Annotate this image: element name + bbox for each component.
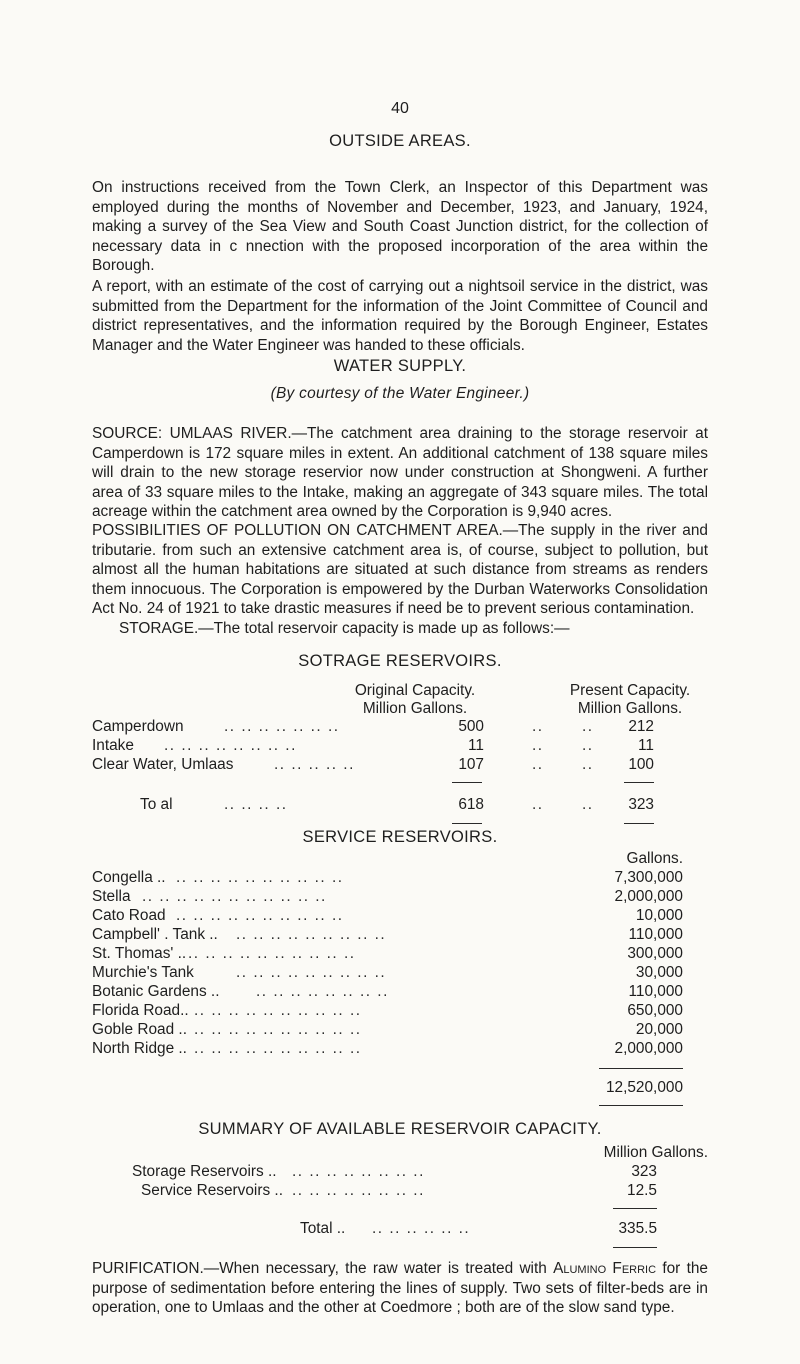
service-row-leader: .. .. .. .. .. .. .. .. (256, 983, 389, 1000)
storage-row-leader: .. .. .. .. .. .. .. (224, 718, 340, 735)
water-engineer-credit: (By courtesy of the Water Engineer.) (270, 385, 530, 402)
service-row-name: Stella (92, 888, 131, 905)
service-unit-header: Gallons. (626, 850, 683, 867)
storage-row-present: 11 (638, 737, 654, 754)
purification-paragraph (92, 1259, 708, 1318)
summary-total-label: Total .. (300, 1220, 346, 1237)
storage-row-mid-leader: .. (532, 718, 544, 735)
summary-row-value: 12.5 (627, 1182, 657, 1199)
summary-row-name: Service Reservoirs .. (141, 1182, 283, 1199)
summary-total-value: 335.5 (618, 1220, 657, 1237)
present-capacity-unit: Million Gallons. (577, 700, 683, 717)
service-row-leader: .. .. .. .. .. .. .. .. .. (236, 926, 387, 943)
service-row-name: Murchie's Tank (92, 964, 194, 981)
present-capacity-header: Present Capacity. (569, 682, 691, 699)
service-total-rule (599, 1105, 683, 1106)
service-total: 12,520,000 (605, 1079, 683, 1096)
outside-areas-paragraph-2: A report, with an estimate of the cost of carrying out a nightsoil service in the district, was submitted from the Department for the information of the Joint Committee of Council and district representatives, and the information required by the Borough Engineer, Estates Manager and the Water Engineer was handed to these officials. (92, 278, 708, 354)
storage-total-original: 618 (458, 796, 484, 813)
storage-row-mid-leader: .. (532, 756, 544, 773)
storage-row-name: Camperdown (92, 718, 184, 735)
storage-present-subtotal-rule (624, 782, 654, 783)
storage-row-original: 107 (458, 756, 484, 773)
source-paragraph: SOURCE: UMLAAS RIVER.—The catchment area draining to the storage reservoir at Camperdown is 172 square miles in extent. An additional catchment of 138 square miles will drain to the new storage reservior now under construction at Shongweni. A further area of 33 square miles to the Intake, making an aggregate of 343 square miles. The total acreage within the catchment area owned by the Corporation is 9,940 acres. (92, 425, 708, 521)
service-row-value: 110,000 (628, 983, 683, 1000)
summary-unit-header: Million Gallons. (603, 1144, 708, 1161)
purification-rest: for the purpose of sedimentation before entering the lines of supply. Two sets of filter-beds are in operation, one to Umlaas and the other at Coedmore ; both are of the slow sand type. (92, 1260, 708, 1317)
storage-paragraph: STORAGE.—The total reservoir capacity is made up as follows:— (119, 620, 570, 637)
outside-areas-paragraph-1: On instructions received from the Town Clerk, an Inspector of this Department was employed during the months of November and December, 1923, and January, 1924, making a survey of the Sea View and South Coast Junction district, for the collection of necessary data in c nnection with the proposed incorporation of the area within the Borough. (92, 179, 708, 275)
service-reservoirs-heading: SERVICE RESERVOIRS. (302, 828, 498, 846)
service-row-value: 10,000 (635, 907, 683, 924)
storage-row-present: 212 (628, 718, 654, 735)
service-row-name: Congella .. (92, 869, 166, 886)
service-row-name: St. Thomas' .. (92, 945, 187, 962)
storage-present-total-rule (624, 823, 654, 824)
purification-lead: PURIFICATION.—When necessary, the raw water is treated with (92, 1260, 554, 1277)
service-row-value: 2,000,000 (614, 1040, 683, 1057)
service-row-name: Campbell' . Tank .. (92, 926, 218, 943)
service-row-name: Botanic Gardens .. (92, 983, 220, 1000)
service-row-value: 20,000 (635, 1021, 683, 1038)
storage-total-mid-leader: .. (582, 796, 594, 813)
service-row-value: 7,300,000 (614, 869, 683, 886)
storage-total-leader: .. .. .. .. (224, 796, 288, 813)
storage-row-name: Intake (92, 737, 134, 754)
storage-row-original: 500 (458, 718, 484, 735)
storage-total-label: To al (140, 796, 173, 813)
service-row-leader: .. .. .. .. .. .. .. .. .. .. (176, 907, 344, 924)
storage-total-mid-leader: .. (532, 796, 544, 813)
service-row-leader: .. .. .. .. .. .. .. .. .. .. (194, 1021, 362, 1038)
service-row-value: 300,000 (627, 945, 683, 962)
service-row-leader: .. .. .. .. .. .. .. .. .. .. (176, 869, 344, 886)
storage-reservoirs-heading: SOTRAGE RESERVOIRS. (298, 652, 502, 670)
outside-areas-heading: OUTSIDE AREAS. (329, 132, 471, 150)
summary-row-value: 323 (631, 1163, 657, 1180)
service-subtotal-rule (599, 1068, 683, 1069)
service-row-leader: .. .. .. .. .. .. .. .. .. .. (194, 1040, 362, 1057)
summary-row-leader: .. .. .. .. .. .. .. .. (292, 1163, 425, 1180)
service-row-value: 650,000 (627, 1002, 683, 1019)
storage-row-mid-leader: .. (582, 718, 594, 735)
storage-row-leader: .. .. .. .. .. .. .. .. (164, 737, 297, 754)
storage-row-mid-leader: .. (532, 737, 544, 754)
storage-row-original: 11 (468, 737, 484, 754)
page-number: 40 (391, 100, 409, 117)
summary-heading: SUMMARY OF AVAILABLE RESERVOIR CAPACITY. (198, 1120, 602, 1138)
service-row-leader: .. .. .. .. .. .. .. .. .. .. (188, 945, 356, 962)
purification-chemical: Alumino Ferric (553, 1260, 657, 1277)
storage-total-present: 323 (628, 796, 654, 813)
original-capacity-unit: Million Gallons. (362, 700, 468, 717)
storage-row-name: Clear Water, Umlaas (92, 756, 234, 773)
service-row-value: 110,000 (628, 926, 683, 943)
original-capacity-header: Original Capacity. (354, 682, 476, 699)
storage-original-total-rule (452, 823, 482, 824)
service-row-name: Cato Road (92, 907, 166, 924)
pollution-paragraph: POSSIBILITIES OF POLLUTION ON CATCHMENT AREA.—The supply in the river and tributarie. from such an extensive catchment area is, of course, subject to pollution, but almost all the human habitations are situated at such distance from streams as renders them innocuous. The Corporation is empowered by the Durban Waterworks Consolidation Act No. 24 of 1921 to take drastic measures if need be to prevent serious contamination. (92, 522, 708, 618)
service-row-leader: .. .. .. .. .. .. .. .. .. .. (194, 1002, 362, 1019)
storage-row-leader: .. .. .. .. .. (274, 756, 355, 773)
storage-row-mid-leader: .. (582, 756, 594, 773)
water-supply-heading: WATER SUPPLY. (333, 357, 467, 375)
summary-subtotal-rule (613, 1208, 657, 1209)
storage-original-subtotal-rule (452, 782, 482, 783)
summary-row-leader: .. .. .. .. .. .. .. .. (292, 1182, 425, 1199)
summary-row-name: Storage Reservoirs .. (132, 1163, 277, 1180)
service-row-leader: .. .. .. .. .. .. .. .. .. .. .. (142, 888, 327, 905)
summary-total-rule (613, 1247, 657, 1248)
service-row-value: 30,000 (635, 964, 683, 981)
summary-total-leader: .. .. .. .. .. .. (372, 1220, 471, 1237)
service-row-name: North Ridge .. (92, 1040, 187, 1057)
service-row-name: Florida Road.. (92, 1002, 189, 1019)
service-row-leader: .. .. .. .. .. .. .. .. .. (236, 964, 387, 981)
service-row-value: 2,000,000 (614, 888, 683, 905)
storage-row-present: 100 (628, 756, 654, 773)
service-row-name: Goble Road .. (92, 1021, 187, 1038)
storage-row-mid-leader: .. (582, 737, 594, 754)
